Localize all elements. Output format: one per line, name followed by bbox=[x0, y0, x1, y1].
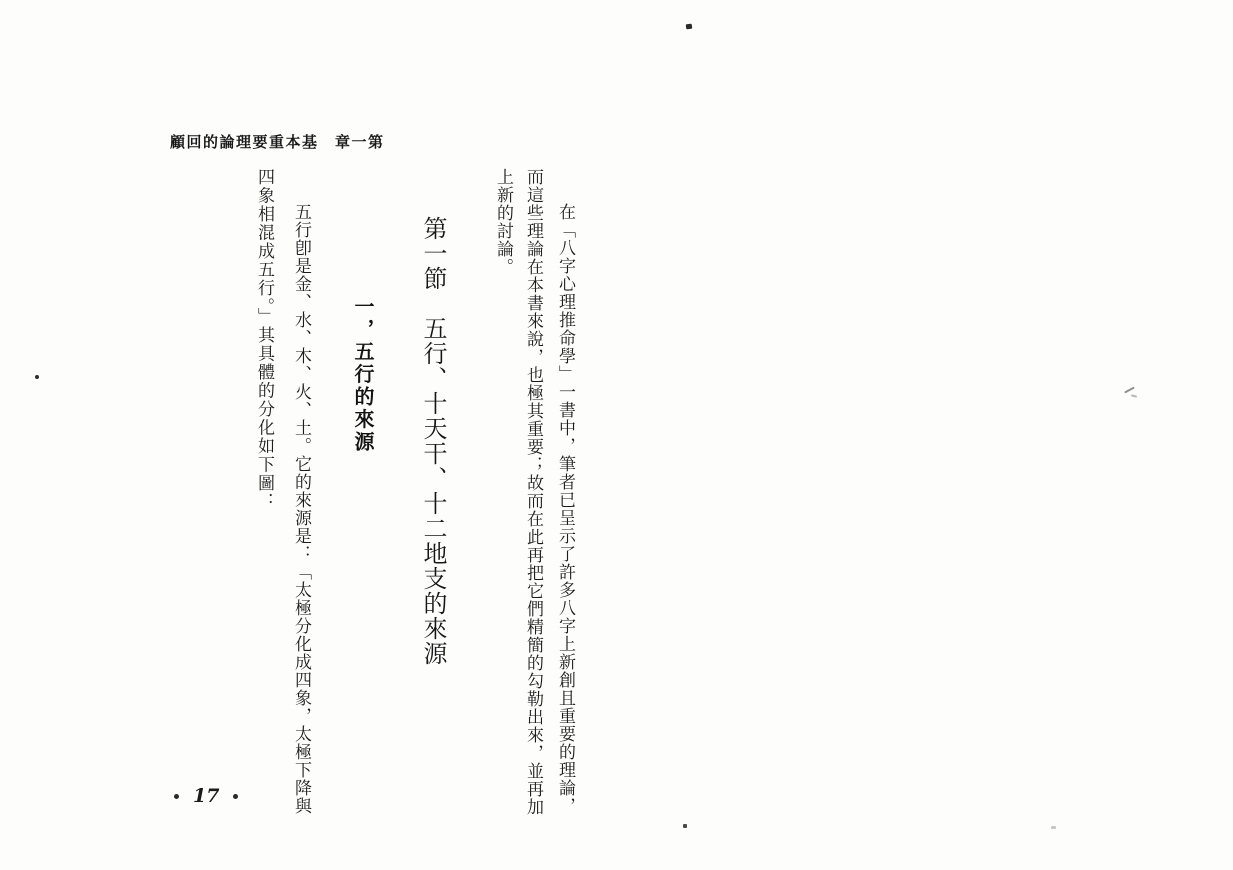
scan-speck bbox=[1131, 394, 1137, 397]
body-paragraph-column-2: 四象相混成五行。」其具體的分化如下圖： bbox=[255, 168, 274, 511]
subsection-title: 一，五行的來源 bbox=[351, 296, 373, 454]
scan-speck bbox=[1124, 387, 1135, 394]
page-number: 17 bbox=[193, 785, 220, 807]
intro-paragraph-column-1: 在「八字心理推命學」一書中，筆者已呈示了許多八字上新創且重要的理論， bbox=[556, 203, 575, 815]
page-number-right-dot bbox=[233, 794, 238, 799]
intro-paragraph-column-2: 而這些理論在本書來說，也極其重要；故而在此再把它們精簡的勾勒出來，並再加 bbox=[524, 168, 543, 816]
section-title: 第一節 五行、十天干、十二地支的來源 bbox=[419, 216, 447, 666]
page-number-left-dot bbox=[174, 794, 179, 799]
intro-paragraph-column-3: 上新的討論。 bbox=[494, 168, 513, 276]
scan-speck bbox=[35, 375, 39, 379]
body-paragraph-column-1: 五行卽是金、水、木、火、土。它的來源是：「太極分化成四象，太極下降與 bbox=[292, 203, 311, 815]
scan-speck bbox=[1051, 826, 1056, 829]
chapter-running-head: 顧回的論理要重本基 章一第 bbox=[170, 134, 385, 151]
scan-speck bbox=[683, 824, 687, 828]
page-number-block bbox=[174, 785, 238, 807]
scan-speck bbox=[686, 24, 693, 30]
